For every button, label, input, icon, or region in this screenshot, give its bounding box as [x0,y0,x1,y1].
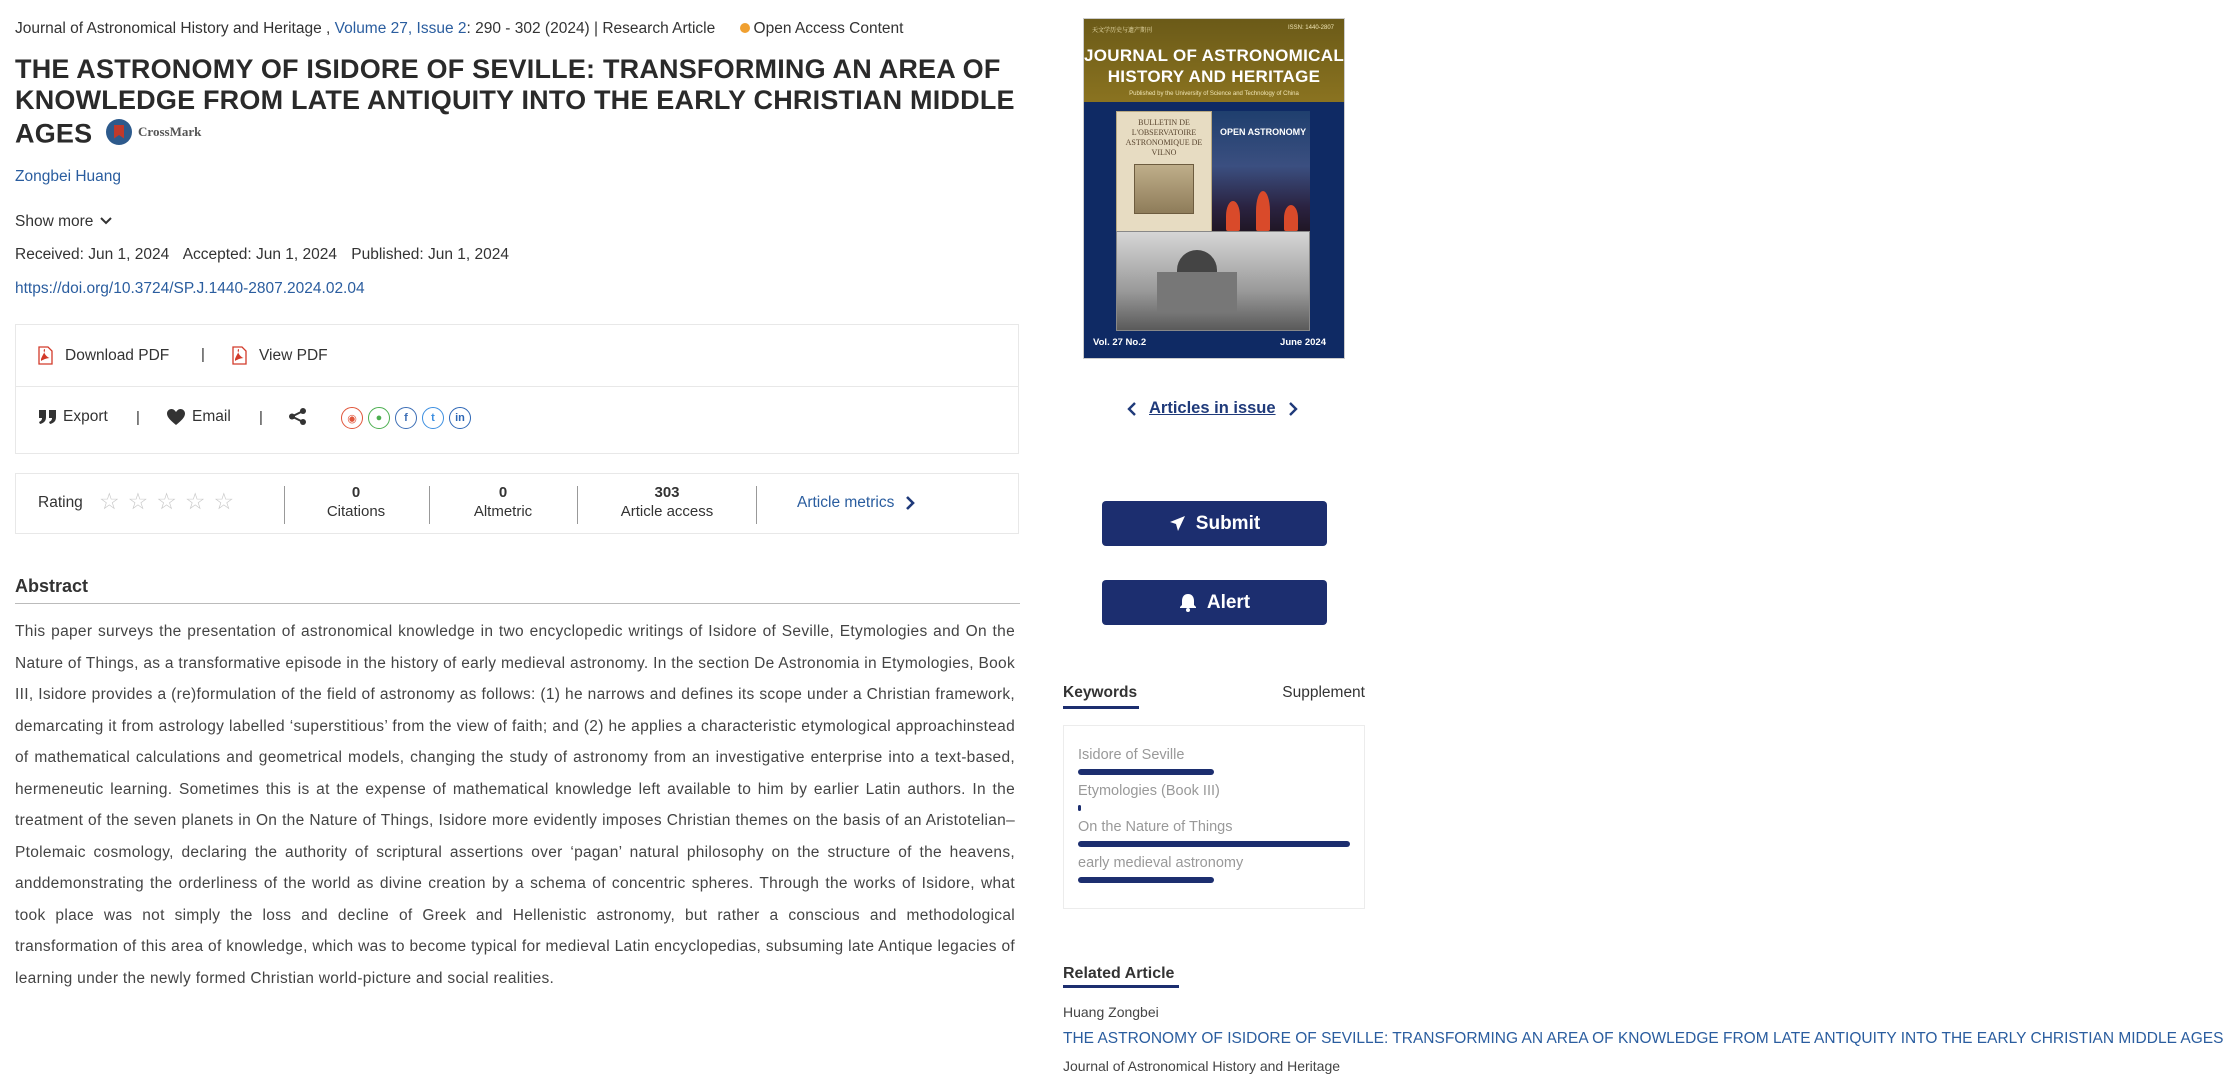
article-title [15,54,1015,150]
alert-label: Alert [1206,591,1251,613]
star-icon[interactable]: ☆ [156,488,177,514]
facebook-icon[interactable] [395,407,417,429]
citations-label: Citations [326,503,386,520]
alert-button[interactable] [1102,580,1327,625]
related-article-heading: Related Article [1063,965,1175,982]
pagoda-icon [1284,205,1298,231]
cover-title: JOURNAL OF ASTRONOMICAL HISTORY AND HERITAGE [1084,46,1345,86]
keyword-weight-bar [1078,877,1214,883]
article-metrics-link[interactable] [797,494,916,512]
volume-link[interactable]: Volume 27, [334,20,413,37]
pagoda-icon [1226,201,1240,231]
cover-chinese-title: 天文学历史与遗产期刊 [1092,28,1153,34]
observatory-body [1157,272,1237,312]
article-title-text: THE ASTRONOMY OF ISIDORE OF SEVILLE: TRANSFORMING AN AREA OF KNOWLEDGE FROM LATE ANTIQUITY INTO THE EARLY CHRISTIAN MIDDLE AGES [15,54,1015,149]
cover-open-astronomy-image [1212,111,1310,249]
divider [429,486,430,524]
published-date: Published: Jun 1, 2024 [351,246,509,263]
issue-link[interactable]: Issue 2 [416,20,467,37]
pdf-actions-row [16,325,1018,387]
article-dates [15,246,519,264]
keyword-item[interactable]: Etymologies (Book III) [1078,783,1220,799]
share-actions-row [16,387,1018,453]
altmetric-label: Altmetric [473,503,533,520]
abstract-text: This paper surveys the presentation of astronomical knowledge in two encyclopedic writings of Isidore of Seville, Etymologies and On the Nature of Things, as a transformative episode in the history of early medieval astronomy. In the section De Astronomia in Etymologies, Book III, Isidore provides a (re)formulation of the field of astronomy as follows: (1) he narrows and defines its scope under a Christian framework, demarcating it from astrology labelled ‘superstitious’ from the view of faith; and (2) he applies a characteristic etymological approachinstead of mathematical calculations and geometrical models, changing the study of astronomy from an investigative enterprise into a text-based, hermeneutic learning. Sometimes this is at the expense of mathematical knowledge left available to him by earlier Latin authors. In the treatment of the seven planets in On the Nature of Things, Isidore more evidently imposes Christian themes on the basis of an Aristotelian–Ptolemaic cosmology, declaring the authority of scriptural assertions over ‘pagan’ natural philosophy on the structure of the heavens, anddemonstrating the orderliness of the world as divine creation by a schema of concentric spheres. Through the works of Isidore, what took place was not simply the loss and decline of Greek and Hellenistic astronomy, but rather a conscious and methodological transformation of this area of knowledge, which was to become typical for medieval Latin encyclopedias, subsuming late Antique legacies of learning under the newly formed Christian world-picture and social realities. [15,623,1016,987]
twitter-icon[interactable] [422,407,444,429]
linkedin-icon[interactable] [449,407,471,429]
tab-supplement[interactable]: Supplement [1282,684,1365,701]
paper-plane-icon [1169,515,1186,532]
social-share-list [341,407,471,429]
divider [577,486,578,524]
tab-keywords[interactable]: Keywords [1063,684,1138,701]
citations-count: 0 [351,484,361,501]
article-metrics-label: Article metrics [797,494,895,511]
crossmark-button[interactable] [106,116,201,147]
star-icon[interactable]: ☆ [127,488,149,514]
chevron-right-icon[interactable] [1288,402,1298,416]
keyword-weight-bar [1078,805,1081,811]
access-label: Article access [620,503,714,520]
received-date: Received: Jun 1, 2024 [15,246,170,263]
doi-link[interactable]: https://doi.org/10.3724/SP.J.1440-2807.2024.02.04 [15,280,365,297]
quote-icon [38,409,57,425]
crossmark-label: CrossMark [138,124,202,139]
accepted-date: Accepted: Jun 1, 2024 [182,246,337,263]
cover-bulletin-title: BULLETIN DE L'OBSERVATOIRE ASTRONOMIQUE DE VILNO [1125,118,1203,157]
separator: | [201,346,205,363]
article-actions-panel [15,324,1019,454]
wechat-glyph: ● [375,412,383,424]
articles-in-issue-nav [1127,399,1298,418]
download-pdf-label: Download PDF [65,346,170,364]
related-article-link[interactable]: THE ASTRONOMY OF ISIDORE OF SEVILLE: TRANSFORMING AN AREA OF KNOWLEDGE FROM LATE ANTIQUITY INTO THE EARLY CHRISTIAN MIDDLE AGES [1063,1030,2223,1047]
crossmark-icon [106,119,132,145]
share-button[interactable] [288,407,307,426]
altmetric-count: 0 [498,484,508,501]
keyword-item[interactable]: Isidore of Seville [1078,747,1185,763]
facebook-glyph: f [404,412,408,424]
linkedin-glyph: in [455,412,465,424]
star-icon[interactable]: ☆ [99,488,120,514]
pdf-icon [232,346,247,365]
citations-stat [306,484,406,520]
cover-publisher: Published by the University of Science and Technology of China [1129,91,1299,97]
author-link[interactable]: Zongbei Huang [15,168,121,185]
submit-label: Submit [1195,512,1261,534]
pages-and-type: : 290 - 302 (2024) | Research Article [466,20,716,37]
export-label: Export [63,408,108,425]
keyword-item[interactable]: early medieval astronomy [1078,855,1244,871]
rating-stars[interactable] [99,490,234,513]
metrics-panel [15,473,1019,534]
related-heading-underline [1063,985,1179,988]
cover-issn: ISSN: 1440-2807 [1287,25,1334,31]
share-icon [288,407,307,426]
keyword-item[interactable]: On the Nature of Things [1078,819,1233,835]
chevron-down-icon [100,216,112,226]
weibo-glyph: ◉ [347,412,357,425]
journal-cover-image[interactable] [1083,18,1345,359]
bell-icon [1179,593,1197,612]
separator: | [259,409,263,426]
separator: | [136,409,140,426]
observatory-dome-icon [1177,250,1217,272]
articles-in-issue-link[interactable]: Articles in issue [1149,399,1276,417]
access-stat [607,484,727,520]
keyword-weight-bar [1078,841,1350,847]
keyword-tabs [1063,684,1365,710]
chevron-right-icon [904,496,916,510]
divider [756,486,757,524]
altmetric-stat [453,484,553,520]
star-icon[interactable]: ☆ [213,488,235,514]
open-access-icon [740,23,750,33]
pdf-icon [38,346,53,365]
keywords-panel [1063,725,1365,909]
download-pdf-button[interactable] [38,346,169,365]
abstract-divider [15,603,1020,604]
star-icon[interactable]: ☆ [184,488,206,514]
open-access-label: Open Access Content [753,20,904,37]
view-pdf-label: View PDF [259,346,328,364]
pagoda-icon [1256,191,1270,231]
cover-bulletin-image [1116,111,1212,249]
cover-observatory-photo [1116,231,1310,331]
rating-label: Rating [38,494,83,511]
cover-date: June 2024 [1280,337,1326,348]
wechat-icon[interactable] [368,407,390,429]
cover-volume: Vol. 27 No.2 [1093,337,1147,348]
cover-open-astronomy-title: OPEN ASTRONOMY [1220,127,1307,137]
access-count: 303 [654,484,680,501]
observatory-building-icon [1134,164,1194,214]
active-tab-indicator [1063,706,1139,709]
journal-name: Journal of Astronomical History and Heritage , [15,20,331,37]
keyword-weight-bar [1078,769,1214,775]
export-button[interactable] [38,408,108,426]
view-pdf-button[interactable] [232,346,328,365]
chevron-left-icon[interactable] [1127,402,1137,416]
twitter-glyph: t [431,412,435,424]
show-more-label: Show more [15,213,94,230]
email-button[interactable] [166,408,231,426]
article-meta-line [15,20,903,38]
weibo-icon[interactable] [341,407,363,429]
email-label: Email [192,408,231,425]
submit-button[interactable] [1102,501,1327,546]
abstract-heading: Abstract [15,576,89,596]
related-article-author: Huang Zongbei [1063,1004,1159,1020]
heart-icon [166,408,186,426]
divider [284,486,285,524]
related-article-journal: Journal of Astronomical History and Heritage [1063,1058,1341,1074]
show-more-toggle[interactable] [15,213,112,231]
